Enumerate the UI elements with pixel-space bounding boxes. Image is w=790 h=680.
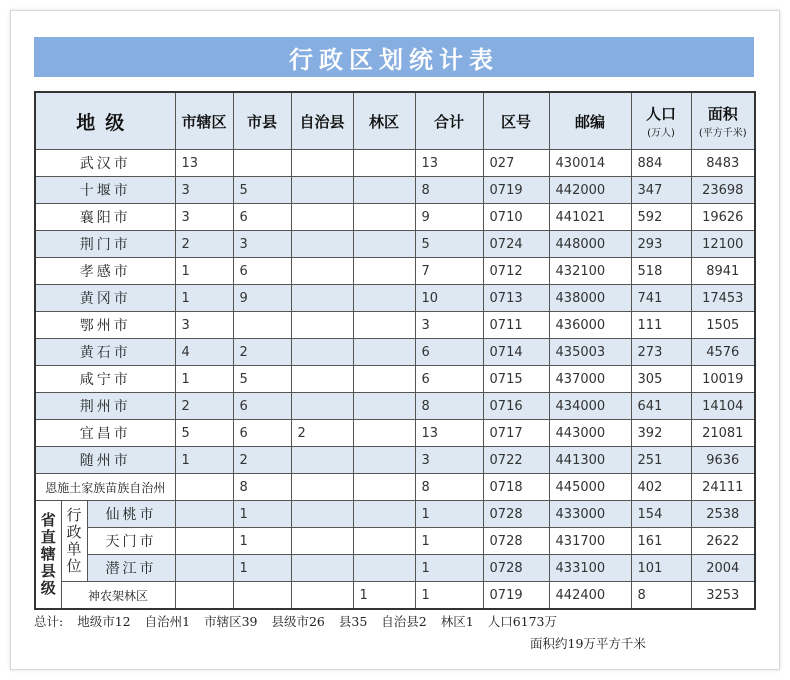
cell-area-code: 0722 <box>483 447 549 474</box>
cell-cities: 8 <box>233 474 291 501</box>
cell-area-code: 0717 <box>483 420 549 447</box>
cell-forest: 1 <box>353 582 415 610</box>
table-row <box>35 555 755 582</box>
cell-cities: 1 <box>233 528 291 555</box>
summary-forest-districts: 林区1 <box>440 614 474 629</box>
table-header-row <box>35 92 755 150</box>
cell-forest <box>353 258 415 285</box>
cell-population: 518 <box>631 258 691 285</box>
cell-cities <box>233 312 291 339</box>
cell-area: 10019 <box>691 366 755 393</box>
table-row <box>35 366 755 393</box>
cell-districts <box>175 555 233 582</box>
cell-area: 14104 <box>691 393 755 420</box>
cell-postcode: 443000 <box>549 420 631 447</box>
cell-autonomous <box>291 555 353 582</box>
cell-area-code: 0719 <box>483 177 549 204</box>
cell-districts: 2 <box>175 393 233 420</box>
cell-region-name: 武汉市 <box>35 150 175 177</box>
cell-cities: 9 <box>233 285 291 312</box>
summary-population: 人口6173万 <box>487 614 558 629</box>
cell-postcode: 435003 <box>549 339 631 366</box>
cell-region-name: 荆门市 <box>35 231 175 258</box>
cell-total: 13 <box>415 150 483 177</box>
cell-population: 161 <box>631 528 691 555</box>
cell-districts: 2 <box>175 231 233 258</box>
cell-districts: 1 <box>175 447 233 474</box>
cell-districts <box>175 528 233 555</box>
header-population-unit: (万人) <box>647 128 675 139</box>
cell-population: 273 <box>631 339 691 366</box>
group-label-outer-text: 省直辖县级 <box>40 511 56 597</box>
cell-postcode: 448000 <box>549 231 631 258</box>
cell-postcode: 441300 <box>549 447 631 474</box>
cell-region-name: 黄冈市 <box>35 285 175 312</box>
cell-postcode: 434000 <box>549 393 631 420</box>
cell-postcode: 438000 <box>549 285 631 312</box>
table-row <box>35 258 755 285</box>
group-label-inner-text: 行政单位 <box>66 506 82 575</box>
cell-region-name: 宜昌市 <box>35 420 175 447</box>
header-forest: 林区 <box>353 92 415 150</box>
cell-total: 8 <box>415 474 483 501</box>
cell-total: 7 <box>415 258 483 285</box>
cell-forest <box>353 474 415 501</box>
header-area-label: 面积 <box>707 105 738 123</box>
cell-postcode: 433100 <box>549 555 631 582</box>
cell-total: 13 <box>415 420 483 447</box>
cell-forest <box>353 231 415 258</box>
page-title: 行政区划统计表 <box>34 37 754 77</box>
summary-line <box>34 612 754 630</box>
cell-population: 347 <box>631 177 691 204</box>
cell-districts: 4 <box>175 339 233 366</box>
cell-region-name: 天门市 <box>87 528 175 555</box>
cell-area-code: 0728 <box>483 501 549 528</box>
cell-postcode: 432100 <box>549 258 631 285</box>
cell-autonomous <box>291 285 353 312</box>
cell-area: 4576 <box>691 339 755 366</box>
group-label-outer <box>35 501 61 610</box>
header-postcode: 邮编 <box>549 92 631 150</box>
cell-region-name: 仙桃市 <box>87 501 175 528</box>
cell-forest <box>353 393 415 420</box>
cell-area: 2622 <box>691 528 755 555</box>
cell-area: 3253 <box>691 582 755 610</box>
cell-region-name: 孝感市 <box>35 258 175 285</box>
table-row <box>35 447 755 474</box>
cell-cities: 2 <box>233 339 291 366</box>
summary-autonomous-counties: 自治县2 <box>381 614 427 629</box>
cell-population: 111 <box>631 312 691 339</box>
cell-autonomous <box>291 582 353 610</box>
cell-total: 8 <box>415 177 483 204</box>
cell-area: 23698 <box>691 177 755 204</box>
table-row <box>35 150 755 177</box>
cell-autonomous <box>291 258 353 285</box>
cell-area-code: 0714 <box>483 339 549 366</box>
cell-autonomous <box>291 231 353 258</box>
cell-districts: 3 <box>175 177 233 204</box>
header-population <box>631 92 691 150</box>
cell-population: 101 <box>631 555 691 582</box>
cell-districts: 3 <box>175 204 233 231</box>
cell-forest <box>353 366 415 393</box>
cell-total: 1 <box>415 555 483 582</box>
header-cities: 市县 <box>233 92 291 150</box>
cell-area: 19626 <box>691 204 755 231</box>
cell-area: 8941 <box>691 258 755 285</box>
cell-forest <box>353 285 415 312</box>
summary-footer <box>34 612 754 652</box>
cell-area-code: 0715 <box>483 366 549 393</box>
cell-autonomous: 2 <box>291 420 353 447</box>
cell-population: 592 <box>631 204 691 231</box>
cell-area: 17453 <box>691 285 755 312</box>
cell-cities: 1 <box>233 501 291 528</box>
table-row <box>35 420 755 447</box>
cell-region-name: 鄂州市 <box>35 312 175 339</box>
summary-county-cities: 县级市26 <box>271 614 325 629</box>
cell-area-code: 0719 <box>483 582 549 610</box>
table-row <box>35 339 755 366</box>
cell-forest <box>353 177 415 204</box>
cell-population: 741 <box>631 285 691 312</box>
cell-population: 8 <box>631 582 691 610</box>
cell-cities: 6 <box>233 204 291 231</box>
header-area-code: 区号 <box>483 92 549 150</box>
table-row <box>35 177 755 204</box>
cell-forest <box>353 420 415 447</box>
summary-prefecture-cities: 地级市12 <box>77 614 131 629</box>
cell-area-code: 0711 <box>483 312 549 339</box>
cell-forest <box>353 555 415 582</box>
table-row <box>35 312 755 339</box>
cell-region-name: 潜江市 <box>87 555 175 582</box>
cell-region-name: 随州市 <box>35 447 175 474</box>
cell-forest <box>353 312 415 339</box>
cell-region-name: 十堰市 <box>35 177 175 204</box>
cell-area: 8483 <box>691 150 755 177</box>
cell-forest <box>353 447 415 474</box>
cell-total: 1 <box>415 528 483 555</box>
cell-postcode: 442400 <box>549 582 631 610</box>
cell-autonomous <box>291 501 353 528</box>
cell-cities: 2 <box>233 447 291 474</box>
header-area <box>691 92 755 150</box>
cell-cities: 6 <box>233 393 291 420</box>
cell-forest <box>353 150 415 177</box>
cell-cities <box>233 582 291 610</box>
summary-counties: 县35 <box>338 614 368 629</box>
cell-districts <box>175 474 233 501</box>
cell-total: 3 <box>415 312 483 339</box>
cell-total: 10 <box>415 285 483 312</box>
cell-autonomous <box>291 339 353 366</box>
cell-districts: 1 <box>175 366 233 393</box>
cell-area-code: 027 <box>483 150 549 177</box>
cell-autonomous <box>291 312 353 339</box>
cell-autonomous <box>291 393 353 420</box>
cell-population: 884 <box>631 150 691 177</box>
cell-postcode: 430014 <box>549 150 631 177</box>
cell-cities: 6 <box>233 258 291 285</box>
cell-postcode: 437000 <box>549 366 631 393</box>
statistics-table <box>34 91 756 610</box>
cell-forest <box>353 204 415 231</box>
cell-total: 8 <box>415 393 483 420</box>
table-row <box>35 528 755 555</box>
cell-population: 293 <box>631 231 691 258</box>
cell-region-name: 荆州市 <box>35 393 175 420</box>
cell-postcode: 442000 <box>549 177 631 204</box>
cell-area-code: 0718 <box>483 474 549 501</box>
cell-population: 641 <box>631 393 691 420</box>
cell-postcode: 431700 <box>549 528 631 555</box>
cell-total: 9 <box>415 204 483 231</box>
cell-autonomous <box>291 447 353 474</box>
cell-districts: 3 <box>175 312 233 339</box>
cell-area: 12100 <box>691 231 755 258</box>
cell-autonomous <box>291 204 353 231</box>
summary-area: 面积约19万平方千米 <box>530 636 646 651</box>
cell-autonomous <box>291 150 353 177</box>
cell-area: 21081 <box>691 420 755 447</box>
cell-region-name: 神农架林区 <box>61 582 175 610</box>
cell-region-name: 襄阳市 <box>35 204 175 231</box>
cell-total: 6 <box>415 339 483 366</box>
cell-districts: 1 <box>175 258 233 285</box>
cell-region-name: 恩施土家族苗族自治州 <box>35 474 175 501</box>
cell-total: 1 <box>415 582 483 610</box>
cell-autonomous <box>291 177 353 204</box>
cell-area-code: 0716 <box>483 393 549 420</box>
header-total: 合计 <box>415 92 483 150</box>
cell-area-code: 0728 <box>483 555 549 582</box>
cell-postcode: 436000 <box>549 312 631 339</box>
cell-area: 1505 <box>691 312 755 339</box>
cell-districts <box>175 582 233 610</box>
cell-cities: 5 <box>233 366 291 393</box>
cell-postcode: 433000 <box>549 501 631 528</box>
header-autonomous: 自治县 <box>291 92 353 150</box>
cell-area-code: 0724 <box>483 231 549 258</box>
cell-population: 402 <box>631 474 691 501</box>
cell-cities: 3 <box>233 231 291 258</box>
cell-cities <box>233 150 291 177</box>
cell-districts <box>175 501 233 528</box>
cell-area: 24111 <box>691 474 755 501</box>
table-row <box>35 393 755 420</box>
cell-postcode: 441021 <box>549 204 631 231</box>
cell-forest <box>353 528 415 555</box>
cell-population: 251 <box>631 447 691 474</box>
cell-area: 9636 <box>691 447 755 474</box>
summary-label: 总计: <box>34 614 64 629</box>
cell-forest <box>353 339 415 366</box>
cell-population: 305 <box>631 366 691 393</box>
header-region: 地级 <box>35 92 175 150</box>
summary-autonomous-prefectures: 自治州1 <box>144 614 191 629</box>
cell-autonomous <box>291 366 353 393</box>
cell-total: 6 <box>415 366 483 393</box>
cell-forest <box>353 501 415 528</box>
cell-autonomous <box>291 528 353 555</box>
cell-postcode: 445000 <box>549 474 631 501</box>
header-area-unit: (平方千米) <box>698 128 747 139</box>
table-row <box>35 582 755 610</box>
cell-population: 392 <box>631 420 691 447</box>
cell-districts: 13 <box>175 150 233 177</box>
summary-districts: 市辖区39 <box>204 614 258 629</box>
header-districts: 市辖区 <box>175 92 233 150</box>
cell-area: 2538 <box>691 501 755 528</box>
table-row <box>35 501 755 528</box>
header-population-label: 人口 <box>646 105 677 123</box>
cell-area-code: 0713 <box>483 285 549 312</box>
cell-cities: 1 <box>233 555 291 582</box>
cell-region-name: 咸宁市 <box>35 366 175 393</box>
cell-autonomous <box>291 474 353 501</box>
group-label-inner <box>61 501 87 582</box>
cell-cities: 6 <box>233 420 291 447</box>
table-row <box>35 474 755 501</box>
cell-area-code: 0728 <box>483 528 549 555</box>
table-row <box>35 231 755 258</box>
table-row <box>35 204 755 231</box>
cell-total: 3 <box>415 447 483 474</box>
cell-area-code: 0710 <box>483 204 549 231</box>
cell-population: 154 <box>631 501 691 528</box>
cell-total: 5 <box>415 231 483 258</box>
cell-region-name: 黄石市 <box>35 339 175 366</box>
cell-area-code: 0712 <box>483 258 549 285</box>
cell-districts: 5 <box>175 420 233 447</box>
cell-cities: 5 <box>233 177 291 204</box>
cell-area: 2004 <box>691 555 755 582</box>
table-row <box>35 285 755 312</box>
cell-districts: 1 <box>175 285 233 312</box>
cell-total: 1 <box>415 501 483 528</box>
